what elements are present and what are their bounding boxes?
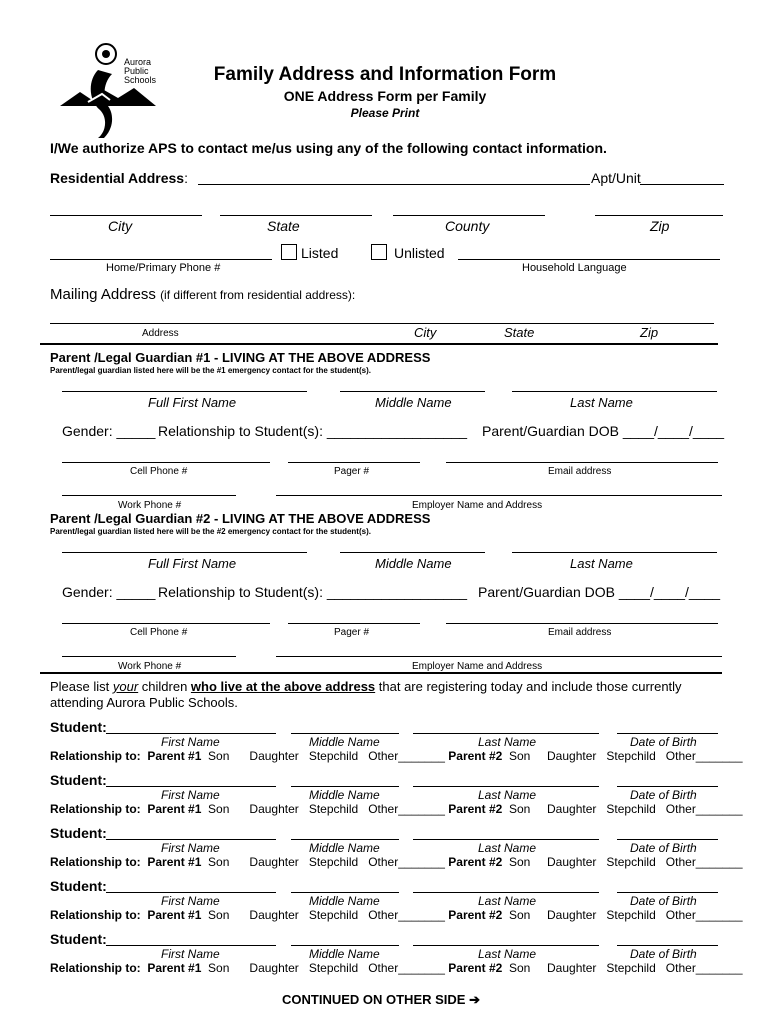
son-option[interactable]: Son: [208, 802, 230, 816]
stepchild-option[interactable]: Stepchild: [308, 802, 359, 816]
state-field[interactable]: [220, 215, 372, 216]
student-last-name-field[interactable]: [413, 786, 599, 787]
parent1-label: Parent #1: [147, 802, 202, 816]
parent2-label: Parent #2: [448, 961, 503, 975]
student-relationship-line: [50, 961, 743, 975]
student-middle-name-label: Middle Name: [309, 788, 380, 802]
guardian1-work-field[interactable]: [62, 495, 236, 496]
guardian1-employer-label: Employer Name and Address: [412, 500, 543, 511]
relationship-to-label: Relationship to:: [50, 802, 141, 816]
student-dob-field[interactable]: [617, 945, 718, 946]
guardian2-heading: Parent /Legal Guardian #2 - LIVING AT THE ABOVE ADDRESS: [50, 511, 431, 526]
student-relationship-line: [50, 908, 743, 922]
student-middle-name-label: Middle Name: [309, 894, 380, 908]
student-last-name-label: Last Name: [478, 735, 537, 749]
daughter-option[interactable]: Daughter: [249, 855, 299, 869]
stepchild-option[interactable]: Stepchild: [308, 855, 359, 869]
student-last-name-field[interactable]: [413, 892, 599, 893]
student-dob-field[interactable]: [617, 786, 718, 787]
apt-unit-label: Apt/Unit: [591, 170, 641, 186]
guardian1-relationship-field[interactable]: Relationship to Student(s): __________________: [158, 423, 468, 439]
relationship-to-label: Relationship to:: [50, 855, 141, 869]
mailing-zip-label: Zip: [640, 325, 659, 340]
daughter-option[interactable]: Daughter: [249, 961, 299, 975]
section-divider: [40, 672, 722, 674]
stepchild-option[interactable]: Stepchild: [606, 908, 656, 922]
guardian2-cell-field[interactable]: [62, 623, 270, 624]
student-dob-field[interactable]: [617, 733, 718, 734]
son-option[interactable]: Son: [208, 961, 230, 975]
guardian1-email-field[interactable]: [446, 462, 718, 463]
son-option[interactable]: Son: [208, 855, 230, 869]
student-middle-name-label: Middle Name: [309, 735, 380, 749]
other-option[interactable]: Other_______: [665, 802, 743, 816]
student-middle-name-field[interactable]: [291, 945, 399, 946]
daughter-option[interactable]: Daughter: [249, 749, 299, 763]
county-field[interactable]: [393, 215, 545, 216]
mailing-city-label: City: [414, 325, 437, 340]
home-phone-label: Home/Primary Phone #: [106, 262, 221, 274]
student-first-name-label: First Name: [161, 735, 220, 749]
guardian1-last-name-label: Last Name: [570, 395, 633, 410]
son-option[interactable]: Son: [508, 908, 531, 922]
guardian1-dob-field[interactable]: Parent/Guardian DOB ____/____/____: [482, 423, 725, 439]
stepchild-option[interactable]: Stepchild: [606, 802, 656, 816]
student-relationship-line: [50, 855, 743, 869]
guardian2-email-label: Email address: [548, 627, 612, 638]
daughter-option[interactable]: Daughter: [547, 855, 597, 869]
guardian2-employer-field[interactable]: [276, 656, 722, 657]
stepchild-option[interactable]: Stepchild: [606, 961, 656, 975]
student-first-name-field[interactable]: [106, 733, 276, 734]
guardian1-heading: Parent /Legal Guardian #1 - LIVING AT THE ABOVE ADDRESS: [50, 350, 431, 365]
student-last-name-label: Last Name: [478, 841, 537, 855]
guardian1-middle-name-field[interactable]: [340, 391, 485, 392]
other-option[interactable]: Other_______: [368, 908, 445, 922]
guardian2-pager-label: Pager #: [334, 627, 370, 638]
unlisted-checkbox[interactable]: [371, 244, 387, 260]
parent2-label: Parent #2: [448, 855, 503, 869]
student-last-name-label: Last Name: [478, 788, 537, 802]
son-option[interactable]: Son: [508, 749, 531, 763]
city-field[interactable]: [50, 215, 202, 216]
guardian1-cell-field[interactable]: [62, 462, 270, 463]
guardian2-middle-name-label: Middle Name: [375, 556, 452, 571]
parent2-label: Parent #2: [448, 802, 503, 816]
residential-address-label: Residential Address:: [50, 170, 188, 186]
residential-address-field[interactable]: [198, 184, 590, 185]
children-intro: Please list your children who live at the above address that are registering today and include those currently attending Aurora Public Schools.: [50, 679, 682, 710]
continued-notice: CONTINUED ON OTHER SIDE ➔: [282, 992, 480, 1007]
authorize-statement: I/We authorize APS to contact me/us using any of the following contact information.: [50, 140, 607, 156]
guardian1-first-name-field[interactable]: [62, 391, 307, 392]
guardian1-employer-field[interactable]: [276, 495, 722, 496]
student-middle-name-field[interactable]: [291, 839, 399, 840]
stepchild-option[interactable]: Stepchild: [308, 908, 359, 922]
student-label: Student:: [50, 931, 107, 947]
guardian2-note: Parent/legal guardian listed here will be the #2 emergency contact for the student(s).: [50, 527, 371, 536]
student-relationship-line: [50, 802, 743, 816]
student-first-name-label: First Name: [161, 947, 220, 961]
parent1-label: Parent #1: [147, 961, 202, 975]
daughter-option[interactable]: Daughter: [249, 802, 299, 816]
daughter-option[interactable]: Daughter: [547, 802, 597, 816]
form-subtitle: ONE Address Form per Family: [283, 88, 487, 104]
home-phone-field[interactable]: [50, 259, 272, 260]
student-last-name-field[interactable]: [413, 839, 599, 840]
household-language-label: Household Language: [522, 262, 627, 274]
student-dob-field[interactable]: [617, 839, 718, 840]
guardian2-last-name-label: Last Name: [570, 556, 633, 571]
guardian1-first-name-label: Full First Name: [148, 395, 237, 410]
logo-text-line: Schools: [124, 75, 157, 85]
son-option[interactable]: Son: [508, 802, 531, 816]
guardian1-last-name-field[interactable]: [512, 391, 717, 392]
guardian2-first-name-field[interactable]: [62, 552, 307, 553]
student-first-name-field[interactable]: [106, 839, 276, 840]
state-label: State: [267, 218, 300, 234]
daughter-option[interactable]: Daughter: [547, 961, 597, 975]
stepchild-option[interactable]: Stepchild: [308, 749, 359, 763]
mailing-state-label: State: [504, 325, 535, 340]
parent1-label: Parent #1: [147, 908, 202, 922]
student-last-name-field[interactable]: [413, 945, 599, 946]
parent2-label: Parent #2: [448, 749, 503, 763]
student-first-name-field[interactable]: [106, 892, 276, 893]
daughter-option[interactable]: Daughter: [249, 908, 299, 922]
stepchild-option[interactable]: Stepchild: [606, 749, 656, 763]
other-option[interactable]: Other_______: [665, 908, 743, 922]
form-title: Family Address and Information Form: [213, 64, 557, 85]
listed-checkbox[interactable]: [281, 244, 297, 260]
relationship-to-label: Relationship to:: [50, 961, 141, 975]
mailing-address-label: Mailing Address (if different from residential address):: [50, 286, 356, 303]
zip-field[interactable]: [595, 215, 723, 216]
other-option[interactable]: Other_______: [368, 802, 445, 816]
relationship-to-label: Relationship to:: [50, 749, 141, 763]
daughter-option[interactable]: Daughter: [547, 908, 597, 922]
student-middle-name-label: Middle Name: [309, 947, 380, 961]
student-middle-name-field[interactable]: [291, 786, 399, 787]
guardian1-gender-field[interactable]: Gender: _____: [62, 423, 156, 439]
city-label: City: [108, 218, 133, 234]
student-label: Student:: [50, 772, 107, 788]
student-dob-label: Date of Birth: [630, 788, 697, 802]
guardian2-gender-field[interactable]: Gender: _____: [62, 584, 156, 600]
relationship-to-label: Relationship to:: [50, 908, 141, 922]
guardian1-middle-name-label: Middle Name: [375, 395, 452, 410]
student-last-name-label: Last Name: [478, 894, 537, 908]
student-dob-label: Date of Birth: [630, 894, 697, 908]
guardian2-pager-field[interactable]: [288, 623, 420, 624]
section-divider: [40, 343, 718, 345]
guardian1-pager-label: Pager #: [334, 466, 370, 477]
student-first-name-label: First Name: [161, 894, 220, 908]
other-option[interactable]: Other_______: [368, 855, 445, 869]
student-dob-label: Date of Birth: [630, 947, 697, 961]
guardian2-employer-label: Employer Name and Address: [412, 661, 543, 672]
student-last-name-label: Last Name: [478, 947, 537, 961]
other-option[interactable]: Other_______: [665, 749, 743, 763]
guardian2-last-name-field[interactable]: [512, 552, 717, 553]
zip-label: Zip: [650, 218, 670, 234]
son-option[interactable]: Son: [208, 749, 230, 763]
county-label: County: [445, 218, 490, 234]
student-dob-label: Date of Birth: [630, 735, 697, 749]
guardian1-email-label: Email address: [548, 466, 612, 477]
student-last-name-field[interactable]: [413, 733, 599, 734]
please-print: Please Print: [350, 106, 420, 120]
stepchild-option[interactable]: Stepchild: [606, 855, 656, 869]
logo-text-line: Public: [124, 66, 149, 76]
guardian2-email-field[interactable]: [446, 623, 718, 624]
student-dob-label: Date of Birth: [630, 841, 697, 855]
guardian2-work-label: Work Phone #: [118, 661, 182, 672]
daughter-option[interactable]: Daughter: [547, 749, 597, 763]
logo-text-line: Aurora: [124, 57, 152, 67]
student-label: Student:: [50, 719, 107, 735]
parent1-label: Parent #1: [147, 749, 202, 763]
other-option[interactable]: Other_______: [665, 855, 743, 869]
son-option[interactable]: Son: [508, 961, 531, 975]
son-option[interactable]: Son: [508, 855, 531, 869]
guardian2-cell-label: Cell Phone #: [130, 627, 188, 638]
parent2-label: Parent #2: [448, 908, 503, 922]
guardian1-note: Parent/legal guardian listed here will be the #1 emergency contact for the student(s).: [50, 366, 371, 375]
guardian2-work-field[interactable]: [62, 656, 236, 657]
student-label: Student:: [50, 878, 107, 894]
guardian2-middle-name-field[interactable]: [340, 552, 485, 553]
apt-unit-field[interactable]: [640, 184, 724, 185]
student-first-name-field[interactable]: [106, 786, 276, 787]
stepchild-option[interactable]: Stepchild: [308, 961, 359, 975]
student-first-name-label: First Name: [161, 788, 220, 802]
student-relationship-line: [50, 749, 743, 763]
student-first-name-field[interactable]: [106, 945, 276, 946]
student-dob-field[interactable]: [617, 892, 718, 893]
mailing-address-field[interactable]: [50, 323, 714, 324]
unlisted-label: Unlisted: [394, 245, 445, 261]
guardian1-cell-label: Cell Phone #: [130, 466, 188, 477]
listed-label: Listed: [301, 245, 339, 261]
student-middle-name-field[interactable]: [291, 733, 399, 734]
guardian2-first-name-label: Full First Name: [148, 556, 237, 571]
other-option[interactable]: Other_______: [368, 961, 445, 975]
student-label: Student:: [50, 825, 107, 841]
guardian1-work-label: Work Phone #: [118, 500, 182, 511]
son-option[interactable]: Son: [208, 908, 230, 922]
student-middle-name-label: Middle Name: [309, 841, 380, 855]
guardian2-dob-field[interactable]: Parent/Guardian DOB ____/____/____: [478, 584, 721, 600]
guardian1-pager-field[interactable]: [288, 462, 420, 463]
guardian2-relationship-field[interactable]: Relationship to Student(s): __________________: [158, 584, 468, 600]
mailing-address-sublabel: Address: [142, 328, 179, 339]
household-language-field[interactable]: [458, 259, 720, 260]
student-middle-name-field[interactable]: [291, 892, 399, 893]
other-option[interactable]: Other_______: [665, 961, 743, 975]
parent1-label: Parent #1: [147, 855, 202, 869]
other-option[interactable]: Other_______: [368, 749, 445, 763]
student-first-name-label: First Name: [161, 841, 220, 855]
